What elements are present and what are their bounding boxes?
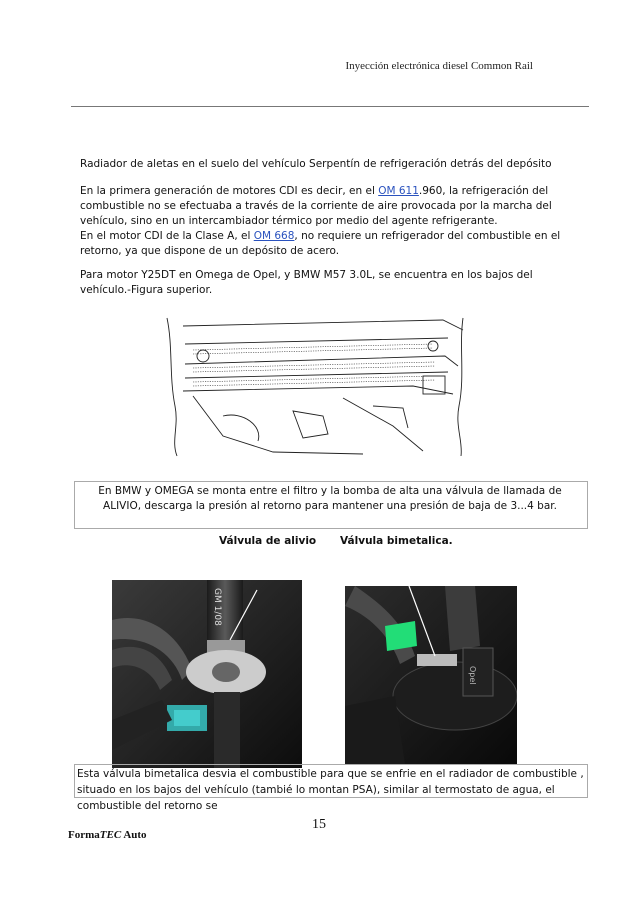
- paragraph-text: En el motor CDI de la Clase A, el: [80, 230, 254, 242]
- paragraph-class-a: [80, 229, 580, 259]
- photo-bimetal-valve: [345, 586, 517, 764]
- gm-label: GM 1/08: [212, 588, 222, 626]
- photo-relief-valve-drawing: [112, 580, 302, 768]
- fuel-cooler-drawing: [163, 316, 471, 458]
- paragraph-text: En la primera generación de motores CDI es decir, en el: [80, 185, 379, 197]
- paragraph-text: , no requiere un refrigerador del combustible en el retorno, ya que dispone de un depósito de acero.: [80, 230, 561, 257]
- fuel-cooler-schematic: [163, 316, 471, 458]
- footer-brand: [68, 829, 147, 841]
- photo-bimetal-valve-drawing: [345, 586, 517, 764]
- header-rule: [71, 106, 589, 107]
- paragraph-bimetal: Esta válvula bimetalica desvia el combustible para que se enfrie en el radiador de combustible , situado en los bajos del vehículo (tambié lo montan PSA), similar al termostato de agua, el combustible del retorno se: [77, 768, 584, 812]
- caption-valvula-bimetalica: Válvula bimetalica.: [340, 535, 453, 547]
- paragraph-alivio: En BMW y OMEGA se monta entre el filtro y la bomba de alta una válvula de llamada de ALIVIO, descarga la presión al retorno para mantener una presión de baja de 3...4 bar.: [98, 485, 562, 512]
- om668-link[interactable]: OM 668: [253, 230, 295, 242]
- photo-relief-valve: [112, 580, 302, 768]
- opel-label: Opel: [468, 666, 477, 685]
- paragraph-y25dt: Para motor Y25DT en Omega de Opel, y BMW M57 3.0L, se encuentra en los bajos del vehículo.-Figura superior.: [80, 269, 533, 296]
- paragraph-text: .960, la refrigeración del combustible no se efectuaba a través de la corriente de aire provocada por la marcha del vehículo, sino en un intercambiador térmico por medio del agente refrigerante.: [80, 185, 552, 227]
- footer-brand-c: Auto: [121, 829, 147, 841]
- paragraph-radiator-caption: Radiador de aletas en el suelo del vehículo Serpentín de refrigeración detrás del depósito: [80, 158, 552, 170]
- paragraph-cdi-first-gen: [80, 184, 580, 229]
- header-title: Inyección electrónica diesel Common Rail: [345, 60, 533, 72]
- caption-valvula-alivio: Válvula de alivio: [219, 535, 317, 547]
- footer-brand-a: Forma: [68, 829, 100, 841]
- page-number: 15: [312, 817, 326, 832]
- om611-link[interactable]: OM 611: [378, 185, 419, 197]
- footer-brand-b: TEC: [99, 829, 122, 841]
